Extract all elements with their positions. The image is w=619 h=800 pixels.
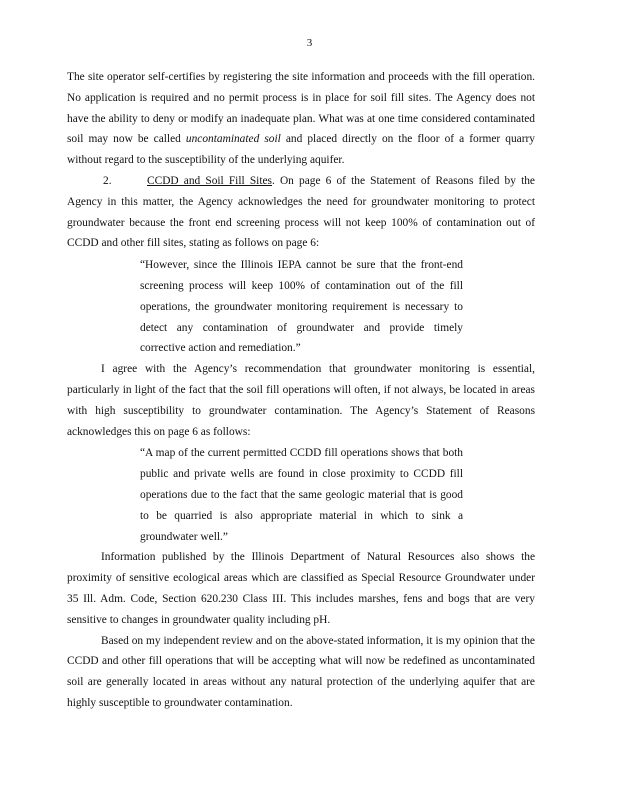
paragraph-text: . On page 6 of the Statement of Reasons filed by the Agency in this matter, the Agency acknowledges the need for groundwater monitoring to protect groundwater because the front end screening process will not keep 100% of contamination out of CCDD and other fill sites, stating as follows on page 6: [67, 174, 535, 250]
block-quote-screening: “However, since the Illinois IEPA cannot be sure that the front-end screening process will keep 100% of contamination out of the fill operations, the groundwater monitoring requirement is necessary to detect any contamination of groundwater and provide timely corrective action and remediation.” [140, 259, 463, 355]
paragraph-text: and placed directly on the floor of a former quarry without regard to the susceptibility of the underlying aquifer. [67, 133, 535, 167]
paragraph-ccdd-section [67, 171, 535, 254]
section-number: 2. [103, 174, 112, 187]
block-quote-wells-map: “A map of the current permitted CCDD fill operations shows that both public and private wells are found in close proximity to CCDD fill operations due to the fact that the same geologic material that is good to be quarried is also appropriate material in which to sink a groundwater well.” [140, 447, 463, 543]
document-body [67, 67, 535, 714]
italic-term: uncontaminated soil [185, 133, 281, 146]
paragraph-site-operator [67, 67, 535, 171]
paragraph-idnr-information: Information published by the Illinois Department of Natural Resources also shows the proximity of sensitive ecological areas which are classified as Special Resource Groundwater under 35 Ill. Adm. Code, Section 620.230 Class III. This includes marshes, fens and bogs that are very sensitive to changes in groundwater quality including pH. [67, 551, 535, 626]
page-number: 3 [306, 37, 313, 49]
section-heading: CCDD and Soil Fill Sites [147, 174, 272, 187]
paragraph-text: The site operator self-certifies by registering the site information and proceeds with the fill operation. No application is required and no permit process is in place for soil fill sites. The Agency does not have the ability to deny or modify an inadequate plan. What was at one time considered contaminated soil may now be called [67, 71, 535, 146]
paragraph-agree-monitoring: I agree with the Agency’s recommendation that groundwater monitoring is essential, particularly in light of the fact that the soil fill operations will often, if not always, be located in areas with high susceptibility to groundwater contamination. The Agency’s Statement of Reasons acknowledges this on page 6 as follows: [67, 363, 535, 438]
paragraph-opinion: Based on my independent review and on the above-stated information, it is my opinion that the CCDD and other fill operations that will be accepting what will now be redefined as uncontaminated soil are generally located in areas without any natural protection of the underlying aquifer that are highly susceptible to groundwater contamination. [67, 634, 535, 709]
